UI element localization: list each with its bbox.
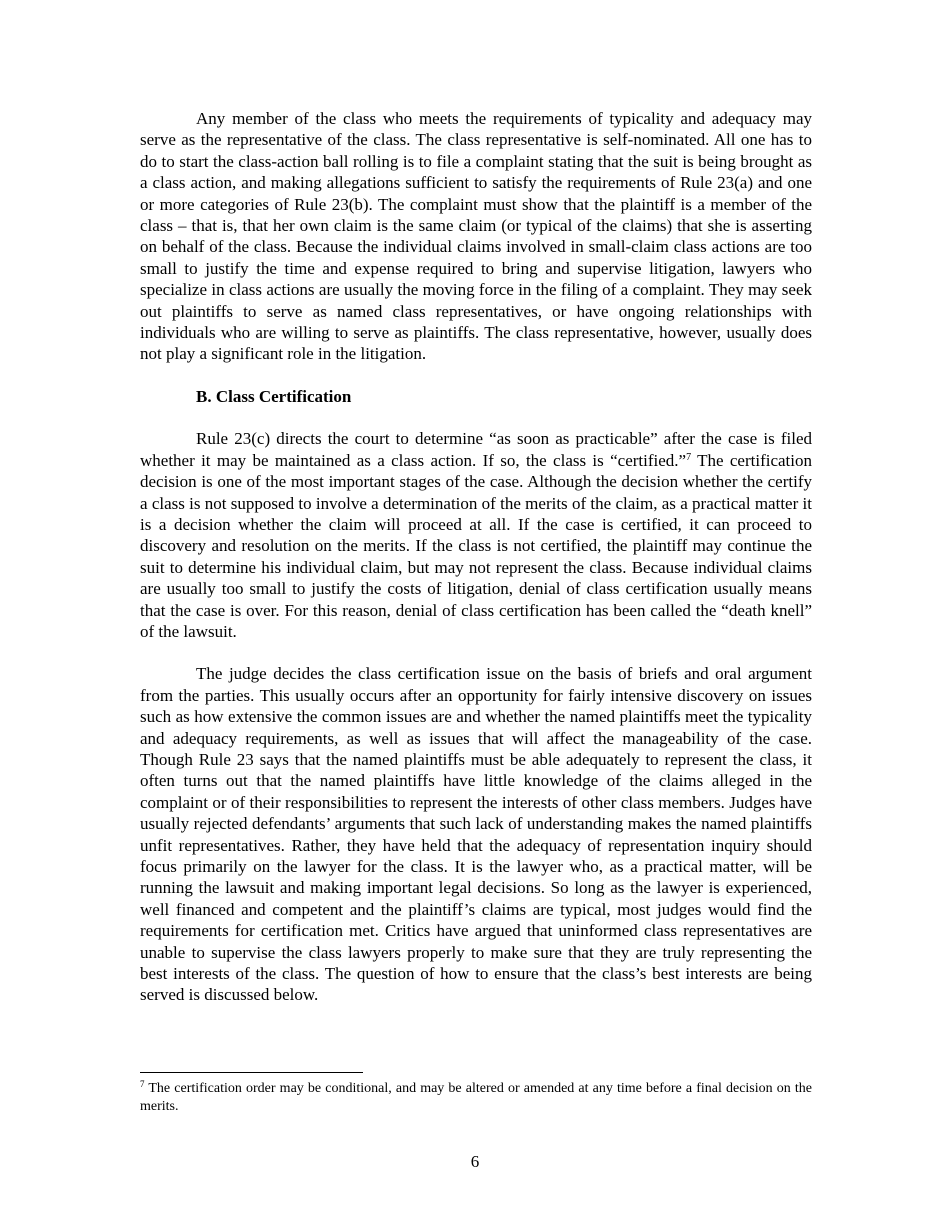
paragraph: Any member of the class who meets the requirements of typicality and adequacy may serve as the representative of the class. The class representative is self-nominated. All one has to do to start the class-action ball rolling is to file a complaint stating that the suit is being brought as a class action, and making allegations sufficient to satisfy the requirements of Rule 23(a) and one or more categories of Rule 23(b). The complaint must show that the plaintiff is a member of the class – that is, that her own claim is the same claim (or typical of the claims) that she is asserting on behalf of the class. Because the individual claims involved in small-claim class actions are too small to justify the time and expense required to bring and supervise litigation, lawyers who specialize in class actions are usually the moving force in the filing of a complaint. They may seek out plaintiffs to serve as named class representatives, or have ongoing relationships with individuals who are willing to serve as plaintiffs. The class representative, however, usually does not play a significant role in the litigation. bbox=[140, 109, 812, 364]
footnote-number: 7 bbox=[140, 1079, 145, 1089]
paragraph-text: The certification decision is one of the most important stages of the case. Although the decision whether the certify a class is not supposed to involve a determination of the merits of the claim, as a practical matter it is a decision whether the claim will proceed at all. If the case is certified, it can proceed to discovery and resolution on the merits. If the class is not certified, the plaintiff may continue the suit to determine his individual claim, but may not represent the class. Because individual claims are usually too small to justify the costs of litigation, denial of class certification usually means that the case is over. For this reason, denial of class certification has been called the “death knell” of the lawsuit. bbox=[140, 450, 813, 641]
paragraph-text: Rule 23(c) directs the court to determine “as soon as practicable” after the case is filed whether it may be maintained as a class action. If so, the class is “certified.” bbox=[140, 429, 812, 470]
footnote-reference: 7 bbox=[686, 451, 692, 463]
document-body bbox=[140, 108, 812, 1027]
footnote-text: The certification order may be conditional, and may be altered or amended at any time before a final decision on the merits. bbox=[140, 1081, 812, 1114]
section-heading: B. Class Certification bbox=[196, 386, 352, 406]
paragraph bbox=[140, 428, 812, 642]
footnote bbox=[140, 1080, 812, 1116]
page-number: 6 bbox=[470, 1152, 480, 1171]
paragraph: The judge decides the class certification issue on the basis of briefs and oral argument from the parties. This usually occurs after an opportunity for fairly intensive discovery on issues such as how extensive the common issues are and whether the named plaintiffs meet the typicality and adequacy requirements, as well as issues that will affect the manageability of the case. Though Rule 23 says that the named plaintiffs must be able adequately to represent the class, it often turns out that the named plaintiffs have little knowledge of the claims alleged in the complaint or of their responsibilities to represent the interests of other class members. Judges have usually rejected defendants’ arguments that such lack of understanding makes the named plaintiffs unfit representatives. Rather, they have held that the adequacy of representation inquiry should focus primarily on the lawyer for the class. It is the lawyer who, as a practical matter, will be running the lawsuit and making important legal decisions. So long as the lawyer is experienced, well financed and competent and the plaintiff’s claims are typical, most judges would find the requirements for certification met. Critics have argued that uninformed class representatives are unable to supervise the class lawyers properly to make sure that they are truly representing the best interests of the class. The question of how to ensure that the class’s best interests are being served is discussed below. bbox=[140, 664, 812, 1005]
footnote-separator bbox=[140, 1072, 363, 1073]
